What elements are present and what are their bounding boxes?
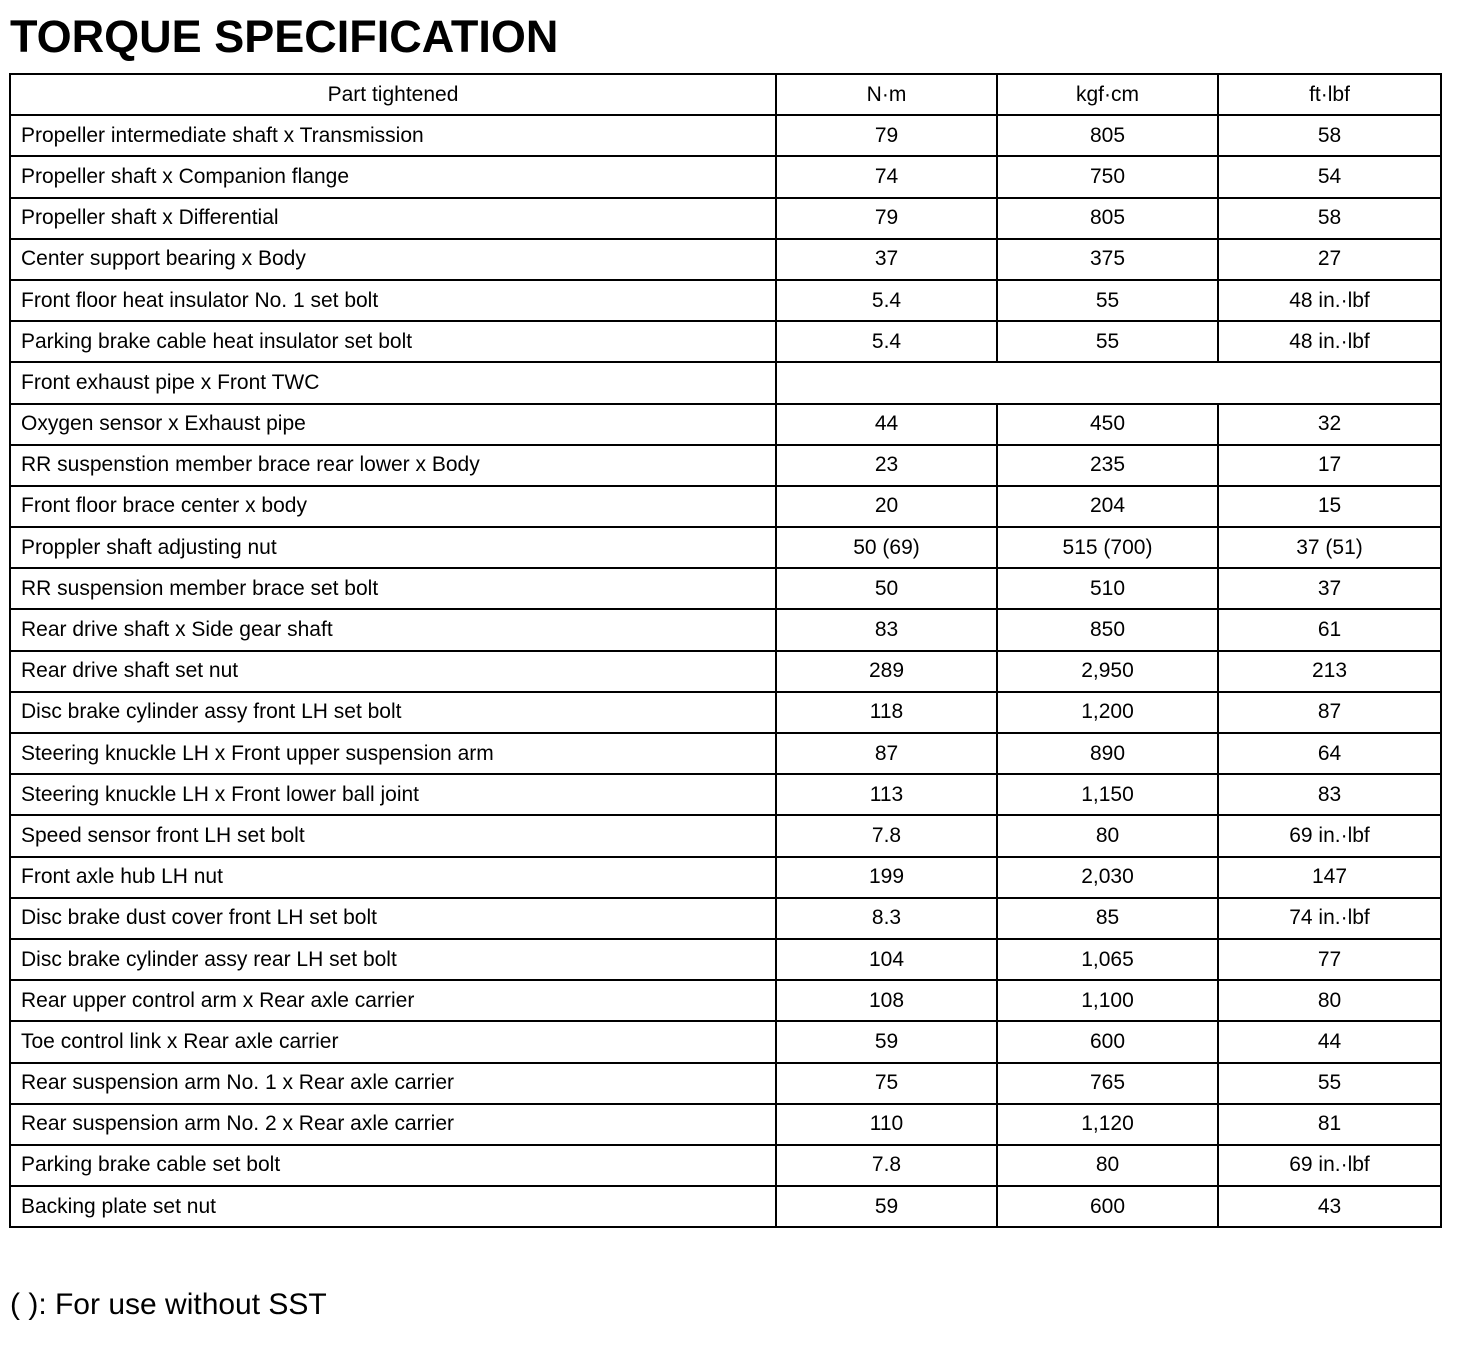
cell-torque-empty [776,362,1441,403]
column-header-nm: N·m [776,74,997,115]
cell-torque-nm: 23 [776,445,997,486]
column-header-ft-lbf: ft·lbf [1218,74,1441,115]
cell-torque-ft-lbf: 64 [1218,733,1441,774]
cell-torque-nm: 8.3 [776,898,997,939]
cell-torque-ft-lbf: 58 [1218,198,1441,239]
cell-torque-ft-lbf: 17 [1218,445,1441,486]
cell-torque-nm: 59 [776,1021,997,1062]
cell-torque-kgf-cm: 1,150 [997,774,1218,815]
cell-torque-ft-lbf: 69 in.·lbf [1218,1145,1441,1186]
cell-part-tightened: Front floor brace center x body [10,486,776,527]
cell-torque-nm: 79 [776,115,997,156]
cell-torque-nm: 110 [776,1104,997,1145]
cell-torque-nm: 50 [776,568,997,609]
cell-torque-kgf-cm: 450 [997,404,1218,445]
cell-torque-ft-lbf: 58 [1218,115,1441,156]
cell-torque-kgf-cm: 850 [997,609,1218,650]
cell-part-tightened: Toe control link x Rear axle carrier [10,1021,776,1062]
cell-torque-nm: 104 [776,939,997,980]
cell-part-tightened: Rear drive shaft x Side gear shaft [10,609,776,650]
cell-torque-nm: 83 [776,609,997,650]
cell-torque-nm: 44 [776,404,997,445]
cell-torque-ft-lbf: 48 in.·lbf [1218,280,1441,321]
table-row [10,898,1441,939]
table-row [10,239,1441,280]
cell-part-tightened: Disc brake cylinder assy rear LH set bolt [10,939,776,980]
cell-torque-ft-lbf: 43 [1218,1186,1441,1227]
cell-part-tightened: Propeller shaft x Differential [10,198,776,239]
cell-part-tightened: Propeller shaft x Companion flange [10,156,776,197]
page-title: TORQUE SPECIFICATION [10,11,559,62]
cell-torque-ft-lbf: 54 [1218,156,1441,197]
table-row [10,1104,1441,1145]
column-header-kgf-cm: kgf·cm [997,74,1218,115]
cell-torque-ft-lbf: 81 [1218,1104,1441,1145]
cell-torque-nm: 20 [776,486,997,527]
cell-torque-nm: 74 [776,156,997,197]
cell-torque-kgf-cm: 805 [997,198,1218,239]
cell-part-tightened: Rear drive shaft set nut [10,651,776,692]
cell-torque-ft-lbf: 77 [1218,939,1441,980]
table-row [10,1063,1441,1104]
cell-torque-nm: 199 [776,857,997,898]
cell-torque-ft-lbf: 37 (51) [1218,527,1441,568]
table-row [10,527,1441,568]
cell-part-tightened: Speed sensor front LH set bolt [10,815,776,856]
table-row [10,774,1441,815]
table-header-row [10,74,1441,115]
cell-torque-kgf-cm: 1,100 [997,980,1218,1021]
cell-torque-kgf-cm: 85 [997,898,1218,939]
cell-torque-kgf-cm: 2,030 [997,857,1218,898]
cell-part-tightened: Disc brake dust cover front LH set bolt [10,898,776,939]
column-header-part: Part tightened [10,74,776,115]
torque-spec-table [9,73,1442,1228]
cell-torque-ft-lbf: 61 [1218,609,1441,650]
cell-part-tightened: Front axle hub LH nut [10,857,776,898]
table-row [10,692,1441,733]
cell-part-tightened: Parking brake cable set bolt [10,1145,776,1186]
cell-torque-nm: 7.8 [776,815,997,856]
cell-torque-ft-lbf: 27 [1218,239,1441,280]
footnote: ( ): For use without SST [10,1288,327,1321]
cell-torque-kgf-cm: 1,120 [997,1104,1218,1145]
table-row [10,486,1441,527]
cell-part-tightened: Oxygen sensor x Exhaust pipe [10,404,776,445]
cell-part-tightened: Rear suspension arm No. 2 x Rear axle carrier [10,1104,776,1145]
cell-torque-ft-lbf: 83 [1218,774,1441,815]
cell-torque-ft-lbf: 80 [1218,980,1441,1021]
cell-part-tightened: Front floor heat insulator No. 1 set bolt [10,280,776,321]
cell-torque-kgf-cm: 1,200 [997,692,1218,733]
table-row [10,1186,1441,1227]
table-body [10,115,1441,1227]
cell-torque-nm: 79 [776,198,997,239]
table-row [10,939,1441,980]
table-row [10,198,1441,239]
cell-part-tightened: Steering knuckle LH x Front upper suspension arm [10,733,776,774]
cell-torque-kgf-cm: 515 (700) [997,527,1218,568]
cell-torque-kgf-cm: 890 [997,733,1218,774]
table-row [10,156,1441,197]
cell-torque-nm: 59 [776,1186,997,1227]
cell-torque-ft-lbf: 87 [1218,692,1441,733]
cell-part-tightened: Center support bearing x Body [10,239,776,280]
table-row [10,362,1441,403]
cell-part-tightened: Backing plate set nut [10,1186,776,1227]
table-row [10,321,1441,362]
cell-part-tightened: RR suspension member brace set bolt [10,568,776,609]
cell-part-tightened: Proppler shaft adjusting nut [10,527,776,568]
cell-torque-kgf-cm: 600 [997,1186,1218,1227]
table-row [10,280,1441,321]
cell-torque-kgf-cm: 235 [997,445,1218,486]
cell-torque-ft-lbf: 32 [1218,404,1441,445]
cell-torque-kgf-cm: 765 [997,1063,1218,1104]
cell-torque-nm: 7.8 [776,1145,997,1186]
cell-part-tightened: Propeller intermediate shaft x Transmission [10,115,776,156]
cell-torque-nm: 37 [776,239,997,280]
cell-part-tightened: Front exhaust pipe x Front TWC [10,362,776,403]
table-row [10,404,1441,445]
cell-torque-ft-lbf: 74 in.·lbf [1218,898,1441,939]
cell-torque-kgf-cm: 375 [997,239,1218,280]
table-row [10,609,1441,650]
cell-torque-kgf-cm: 55 [997,321,1218,362]
cell-torque-ft-lbf: 147 [1218,857,1441,898]
cell-torque-kgf-cm: 55 [997,280,1218,321]
cell-torque-nm: 50 (69) [776,527,997,568]
cell-torque-nm: 75 [776,1063,997,1104]
cell-part-tightened: Parking brake cable heat insulator set bolt [10,321,776,362]
cell-torque-ft-lbf: 55 [1218,1063,1441,1104]
cell-torque-nm: 108 [776,980,997,1021]
cell-torque-ft-lbf: 44 [1218,1021,1441,1062]
cell-torque-ft-lbf: 37 [1218,568,1441,609]
cell-torque-nm: 113 [776,774,997,815]
cell-torque-kgf-cm: 2,950 [997,651,1218,692]
cell-part-tightened: Disc brake cylinder assy front LH set bolt [10,692,776,733]
cell-torque-kgf-cm: 750 [997,156,1218,197]
cell-torque-ft-lbf: 69 in.·lbf [1218,815,1441,856]
cell-torque-ft-lbf: 15 [1218,486,1441,527]
cell-torque-nm: 5.4 [776,321,997,362]
table-row [10,445,1441,486]
table-row [10,733,1441,774]
cell-torque-nm: 5.4 [776,280,997,321]
cell-torque-kgf-cm: 1,065 [997,939,1218,980]
table-row [10,857,1441,898]
cell-torque-kgf-cm: 80 [997,815,1218,856]
cell-torque-nm: 87 [776,733,997,774]
cell-part-tightened: Steering knuckle LH x Front lower ball joint [10,774,776,815]
cell-torque-kgf-cm: 510 [997,568,1218,609]
cell-torque-ft-lbf: 48 in.·lbf [1218,321,1441,362]
table-row [10,1021,1441,1062]
cell-torque-kgf-cm: 204 [997,486,1218,527]
cell-torque-kgf-cm: 805 [997,115,1218,156]
table-row [10,568,1441,609]
table-row [10,980,1441,1021]
cell-torque-ft-lbf: 213 [1218,651,1441,692]
cell-part-tightened: Rear suspension arm No. 1 x Rear axle carrier [10,1063,776,1104]
cell-torque-nm: 118 [776,692,997,733]
table-row [10,651,1441,692]
table-row [10,815,1441,856]
cell-part-tightened: Rear upper control arm x Rear axle carrier [10,980,776,1021]
cell-torque-kgf-cm: 80 [997,1145,1218,1186]
cell-torque-kgf-cm: 600 [997,1021,1218,1062]
cell-part-tightened: RR suspenstion member brace rear lower x Body [10,445,776,486]
table-row [10,1145,1441,1186]
table-row [10,115,1441,156]
cell-torque-nm: 289 [776,651,997,692]
